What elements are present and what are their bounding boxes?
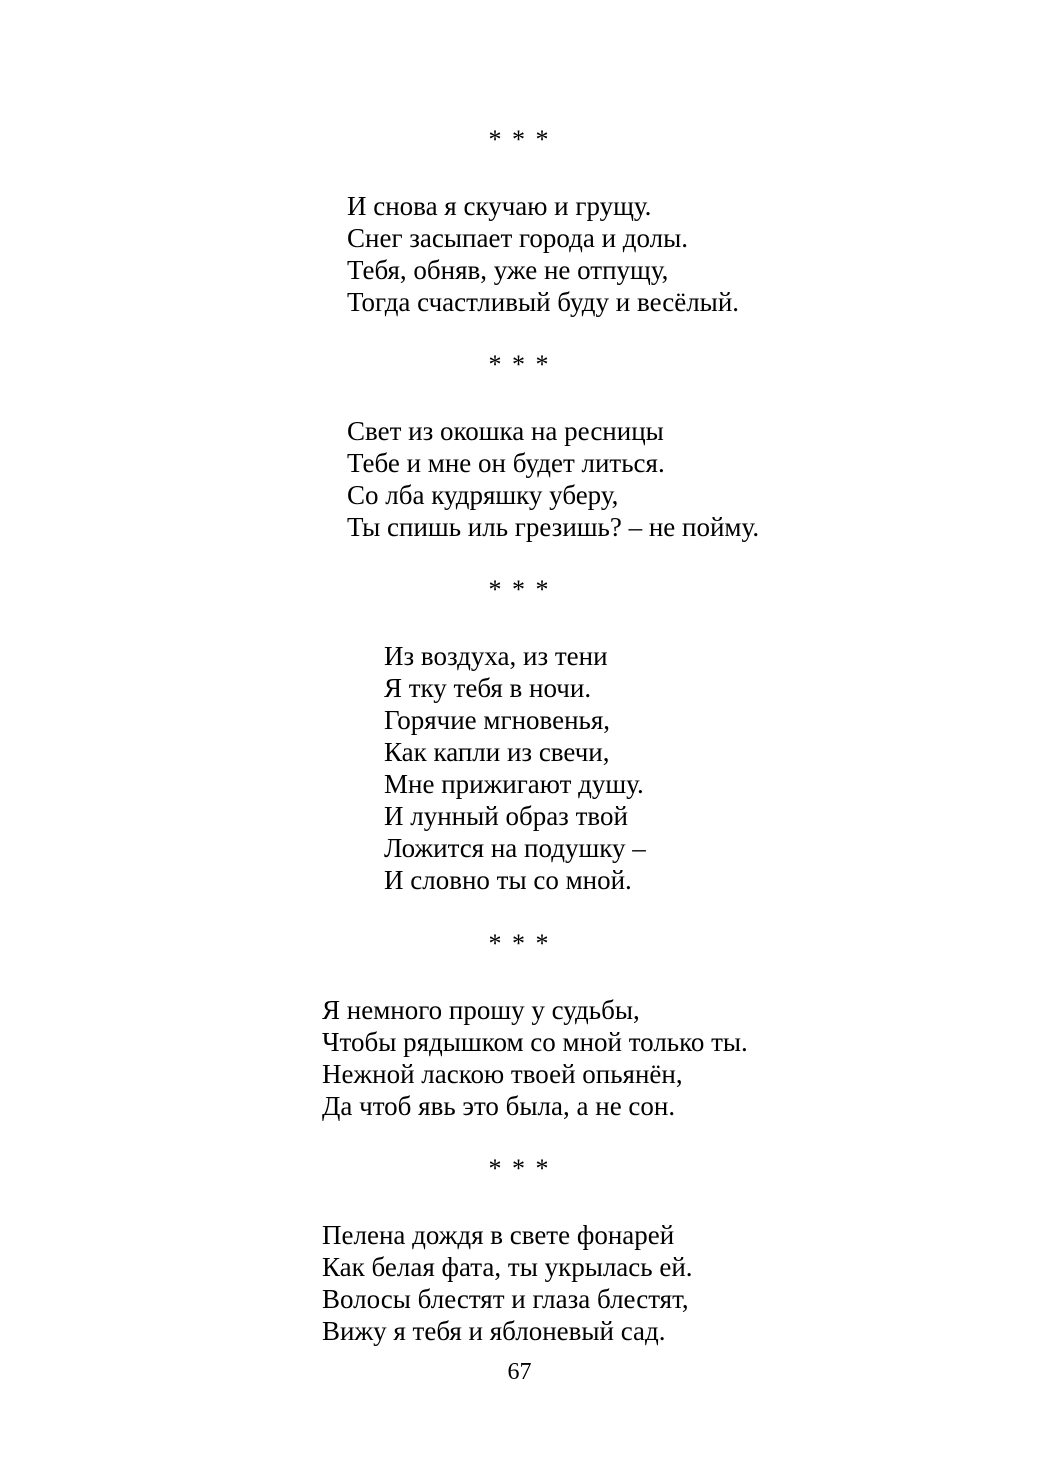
poem-divider: * * *: [488, 575, 551, 604]
poem-line: Мне прижигают душу.: [384, 769, 644, 799]
poem-line: И лунный образ твой: [384, 801, 628, 831]
poem-divider: * * *: [488, 929, 551, 958]
poem-line: Свет из окошка на ресницы: [347, 416, 664, 446]
poem-line: Волосы блестят и глаза блестят,: [322, 1284, 689, 1314]
poem-line: Тебя, обняв, уже не отпущу,: [347, 255, 669, 285]
poem-line: Ты спишь иль грезишь? – не пойму.: [347, 512, 760, 542]
poem-stanza: [322, 994, 748, 1122]
poem-line: Со лба кудряшку уберу,: [347, 480, 619, 510]
poem-stanza: [347, 415, 759, 543]
poem-line: И снова я скучаю и грущу.: [347, 191, 652, 221]
poem-stanza: [384, 640, 646, 896]
page-number: 67: [507, 1359, 532, 1385]
poem-line: И словно ты со мной.: [384, 865, 632, 895]
poem-line: Как белая фата, ты укрылась ей.: [322, 1252, 693, 1282]
poem-divider: * * *: [488, 125, 551, 154]
poem-line: Пелена дождя в свете фонарей: [322, 1220, 675, 1250]
poem-line: Из воздуха, из тени: [384, 641, 608, 671]
poem-line: Нежной ласкою твоей опьянён,: [322, 1059, 683, 1089]
poem-line: Тебе и мне он будет литься.: [347, 448, 665, 478]
poem-line: Снег засыпает города и долы.: [347, 223, 689, 253]
poem-line: Горячие мгновенья,: [384, 705, 611, 735]
poem-line: Тогда счастливый буду и весёлый.: [347, 287, 740, 317]
poem-stanza: [322, 1219, 693, 1347]
poem-line: Вижу я тебя и яблоневый сад.: [322, 1316, 666, 1346]
poem-line: Я немного прошу у судьбы,: [322, 995, 640, 1025]
poem-line: Чтобы рядышком со мной только ты.: [322, 1027, 748, 1057]
poem-line: Как капли из свечи,: [384, 737, 610, 767]
poem-divider: * * *: [488, 350, 551, 379]
poem-line: Да чтоб явь это была, а не сон.: [322, 1091, 676, 1121]
poem-divider: * * *: [488, 1154, 551, 1183]
poem-line: Ложится на подушку –: [384, 833, 646, 863]
poem-line: Я тку тебя в ночи.: [384, 673, 592, 703]
poem-stanza: [347, 190, 739, 318]
